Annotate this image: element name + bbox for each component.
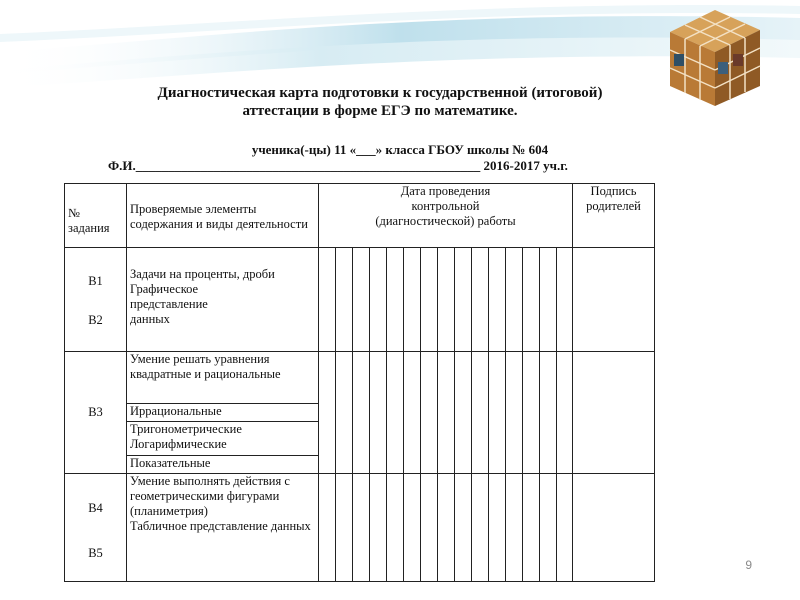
- task-numbers-b1-b2: [65, 248, 127, 352]
- date-cell[interactable]: [319, 474, 336, 582]
- school-year: 2016-2017 уч.г.: [483, 158, 568, 173]
- task-element-b3-b: Иррациональные: [127, 404, 319, 422]
- signature-cell[interactable]: [573, 248, 655, 352]
- date-cell[interactable]: [387, 474, 404, 582]
- diagnostic-table: [64, 183, 655, 582]
- date-cell[interactable]: [523, 352, 540, 474]
- fio-label: Ф.И.: [108, 158, 136, 173]
- date-cell[interactable]: [557, 474, 573, 582]
- title-line-2: аттестации в форме ЕГЭ по математике.: [242, 103, 518, 119]
- date-cell[interactable]: [319, 352, 336, 474]
- date-cell[interactable]: [506, 248, 523, 352]
- task-element-b3-a: Умение решать уравнения квадратные и рациональные: [127, 352, 319, 404]
- date-cell[interactable]: [353, 474, 370, 582]
- date-cell[interactable]: [472, 248, 489, 352]
- date-cell[interactable]: [557, 352, 573, 474]
- date-cell[interactable]: [540, 248, 557, 352]
- header-signature: Подпись родителей: [573, 184, 655, 248]
- date-cell[interactable]: [404, 474, 421, 582]
- task-number-b3: В3: [65, 352, 127, 474]
- date-cell[interactable]: [353, 248, 370, 352]
- task-elements-b1-b2: [127, 248, 319, 352]
- date-cell[interactable]: [438, 352, 455, 474]
- date-cell[interactable]: [540, 352, 557, 474]
- task-number-b5: В5: [88, 546, 103, 560]
- task-number-b4: В4: [88, 501, 103, 515]
- date-cell[interactable]: [489, 248, 506, 352]
- task-element-b3-c: [127, 422, 319, 456]
- date-cell[interactable]: [540, 474, 557, 582]
- task-numbers-b4-b5: [65, 474, 127, 582]
- date-cell[interactable]: [353, 352, 370, 474]
- table-header-row: [65, 184, 655, 248]
- date-cell[interactable]: [523, 248, 540, 352]
- date-cell[interactable]: [489, 474, 506, 582]
- date-cell[interactable]: [455, 474, 472, 582]
- header-elements: Проверяемые элементы содержания и виды деятельности: [127, 184, 319, 248]
- task-number-b2: В2: [88, 313, 103, 327]
- table-row-b3-a: [65, 352, 655, 404]
- date-cell[interactable]: [370, 352, 387, 474]
- date-cell[interactable]: [336, 352, 353, 474]
- date-cell[interactable]: [336, 474, 353, 582]
- date-cell[interactable]: [472, 352, 489, 474]
- date-cell[interactable]: [336, 248, 353, 352]
- task-element-b5: Табличное представление данных: [130, 519, 311, 533]
- table-row-b4-b5: [65, 474, 655, 582]
- student-line: ученика(-цы) 11 «___» класса ГБОУ школы № 604: [251, 142, 549, 157]
- date-cell[interactable]: [387, 248, 404, 352]
- date-cell[interactable]: [472, 474, 489, 582]
- task-element-b3-c-text: Тригонометрические Логарифмические: [130, 422, 242, 451]
- date-cell[interactable]: [438, 474, 455, 582]
- date-cell[interactable]: [404, 352, 421, 474]
- date-cell[interactable]: [506, 474, 523, 582]
- task-elements-b4-b5: [127, 474, 319, 582]
- title-line-1: Диагностическая карта подготовки к государственной (итоговой): [157, 85, 603, 101]
- date-cell[interactable]: [438, 248, 455, 352]
- date-cell[interactable]: [557, 248, 573, 352]
- date-cell[interactable]: [387, 352, 404, 474]
- date-cell[interactable]: [370, 474, 387, 582]
- header-date: [319, 184, 573, 248]
- document-title: [60, 84, 700, 120]
- date-cell[interactable]: [455, 248, 472, 352]
- date-cell[interactable]: [370, 248, 387, 352]
- task-element-b3-d: Показательные: [127, 456, 319, 474]
- signature-cell[interactable]: [573, 474, 655, 582]
- date-cell[interactable]: [421, 474, 438, 582]
- date-cell[interactable]: [319, 248, 336, 352]
- date-cell[interactable]: [404, 248, 421, 352]
- page-number: 9: [745, 558, 752, 572]
- date-cell[interactable]: [506, 352, 523, 474]
- table-row-b1-b2: [65, 248, 655, 352]
- fio-blank: _____________________________________________________: [135, 158, 481, 173]
- task-element-b2: Графическое представление данных: [130, 282, 208, 326]
- date-cell[interactable]: [421, 352, 438, 474]
- date-cell[interactable]: [421, 248, 438, 352]
- fio-line: [108, 158, 668, 174]
- date-cell[interactable]: [455, 352, 472, 474]
- date-cell[interactable]: [489, 352, 506, 474]
- header-task-no: № задания: [65, 184, 127, 248]
- header-date-text: Дата проведения контрольной (диагностической) работы: [375, 184, 516, 228]
- task-number-b1: В1: [88, 274, 103, 288]
- task-element-b4: Умение выполнять действия с геометрическими фигурами (планиметрия): [130, 474, 290, 518]
- signature-cell[interactable]: [573, 352, 655, 474]
- task-element-b1: Задачи на проценты, дроби: [130, 267, 275, 281]
- date-cell[interactable]: [523, 474, 540, 582]
